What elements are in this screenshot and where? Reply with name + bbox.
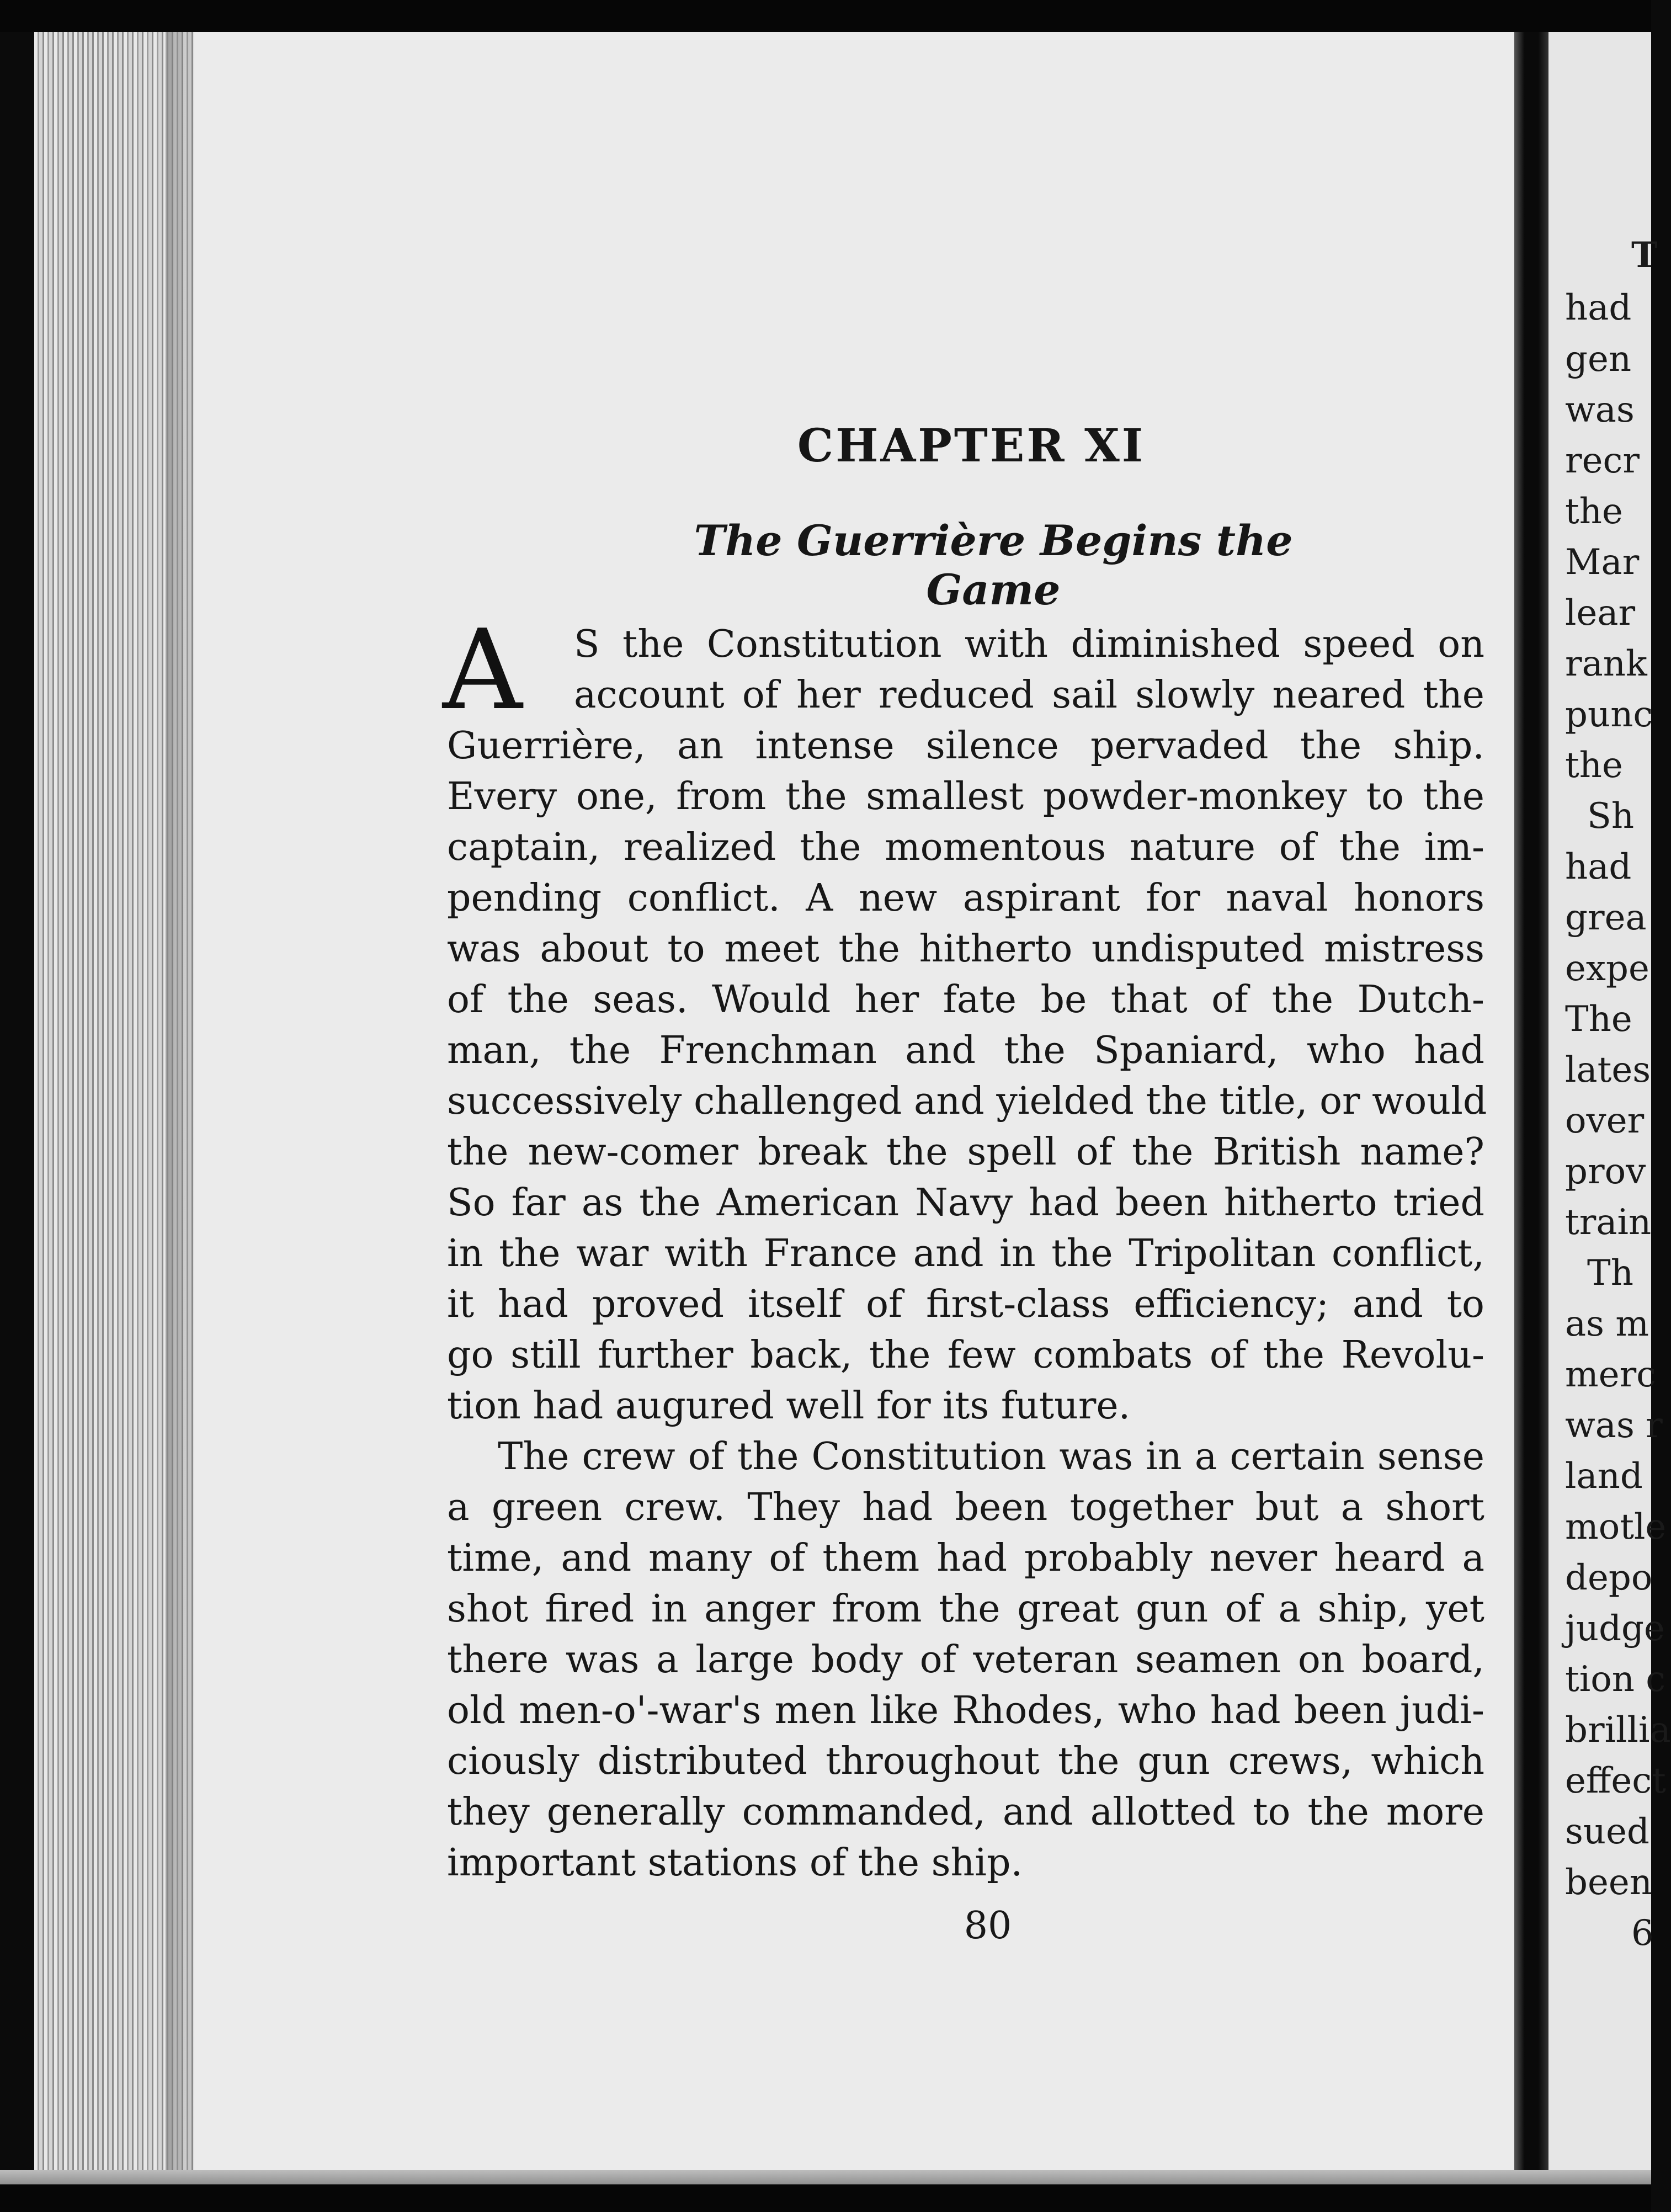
text-line: important stations of the ship. (447, 1841, 1023, 1885)
right-page (1548, 32, 1671, 2170)
right-page-fragment: sued (1565, 1811, 1649, 1852)
right-page-fragment: lates (1565, 1050, 1651, 1091)
text-line: captain, realized the momentous nature of the im- (447, 826, 1484, 869)
chapter-heading: CHAPTER XI (797, 419, 1146, 472)
right-page-fragment: recr (1565, 440, 1640, 481)
right-page-fragment: was r (1565, 1405, 1663, 1446)
right-page-fragment: grea (1565, 897, 1647, 938)
chapter-subtitle: The Guerrière Begins the Game (694, 516, 1293, 614)
text-line: pending conflict. A new aspirant for naval honors (447, 876, 1484, 920)
text-line: The crew of the Constitution was in a certain sense (498, 1435, 1484, 1479)
right-page-fragment: had (1565, 288, 1632, 328)
text-line: S the Constitution with diminished speed on (574, 623, 1484, 666)
right-page-fragment: motle (1565, 1507, 1667, 1548)
body-text (443, 606, 1487, 1889)
right-page-fragment: merc (1565, 1354, 1656, 1395)
text-line: Guerrière, an intense silence pervaded the ship. (447, 724, 1484, 768)
film-border-top (0, 0, 1651, 32)
right-page-fragment: T (1631, 235, 1658, 276)
right-page-fragment: lear (1565, 593, 1636, 634)
right-page-fragment: 6 (1631, 1913, 1654, 1954)
text-line: was about to meet the hitherto undisputed mistress (447, 927, 1484, 971)
right-page-fragment: land (1565, 1456, 1643, 1497)
right-page-fragment: the (1565, 745, 1623, 786)
right-page-fragment: the (1565, 491, 1623, 532)
right-page-fragment: had (1565, 847, 1632, 887)
text-line: go still further back, the few combats of the Revolu- (447, 1333, 1484, 1377)
text-line: in the war with France and in the Tripolitan conflict, (447, 1232, 1484, 1275)
right-page-fragment: been (1565, 1862, 1652, 1903)
right-page-fragment: The (1565, 999, 1632, 1040)
right-page-fragment: prov (1565, 1151, 1646, 1192)
text-line: man, the Frenchman and the Spaniard, who had (447, 1029, 1484, 1072)
text-line: the new-comer break the spell of the British name? (447, 1130, 1484, 1174)
text-line: of the seas. Would her fate be that of the Dutch- (447, 978, 1484, 1022)
text-line: it had proved itself of first-class efficiency; and to (447, 1283, 1484, 1326)
text-line: shot fired in anger from the great gun of a ship, yet (447, 1587, 1484, 1631)
page-edge-shadow (166, 32, 199, 2171)
right-page-fragment: was (1565, 390, 1635, 430)
right-page-fragment: expe (1565, 948, 1649, 989)
right-page-fragment: depo (1565, 1557, 1653, 1598)
text-line: tion had augured well for its future. (447, 1384, 1131, 1428)
right-page-fragment: rank (1565, 644, 1647, 684)
text-line: there was a large body of veteran seamen on board, (447, 1638, 1484, 1682)
text-line: ciously distributed throughout the gun crews, which (447, 1740, 1484, 1783)
right-page-fragment: Sh (1587, 796, 1635, 837)
right-page-fragment: punc (1565, 694, 1653, 735)
right-page-fragment: judge (1565, 1608, 1665, 1649)
right-page-fragment: as m (1565, 1304, 1649, 1344)
right-page-fragment: Mar (1565, 542, 1640, 583)
right-page-fragment: over (1565, 1100, 1645, 1141)
film-border-bottom (0, 2184, 1651, 2212)
drop-cap: A (443, 606, 523, 735)
book-gutter (1514, 32, 1548, 2170)
right-page-fragment: train (1565, 1202, 1652, 1243)
text-line: old men-o'-war's men like Rhodes, who had been judi- (447, 1689, 1484, 1732)
right-page-fragment: effect (1565, 1761, 1666, 1801)
page-number: 80 (964, 1904, 1012, 1948)
text-line: So far as the American Navy had been hitherto tried (447, 1181, 1484, 1225)
right-page-fragment: tion c (1565, 1659, 1666, 1700)
right-page-fragment: Th (1587, 1253, 1633, 1294)
text-line: Every one, from the smallest powder-monkey to the (447, 775, 1484, 818)
text-line: successively challenged and yielded the title, or would (447, 1080, 1487, 1123)
text-line: time, and many of them had probably never heard a (447, 1536, 1484, 1580)
text-line: a green crew. They had been together but a short (447, 1486, 1484, 1529)
right-page-fragment: gen (1565, 339, 1632, 380)
text-line: they generally commanded, and allotted to the more (447, 1790, 1484, 1834)
text-line: account of her reduced sail slowly neared the (574, 673, 1484, 717)
right-page-fragment: brillia (1565, 1710, 1671, 1751)
